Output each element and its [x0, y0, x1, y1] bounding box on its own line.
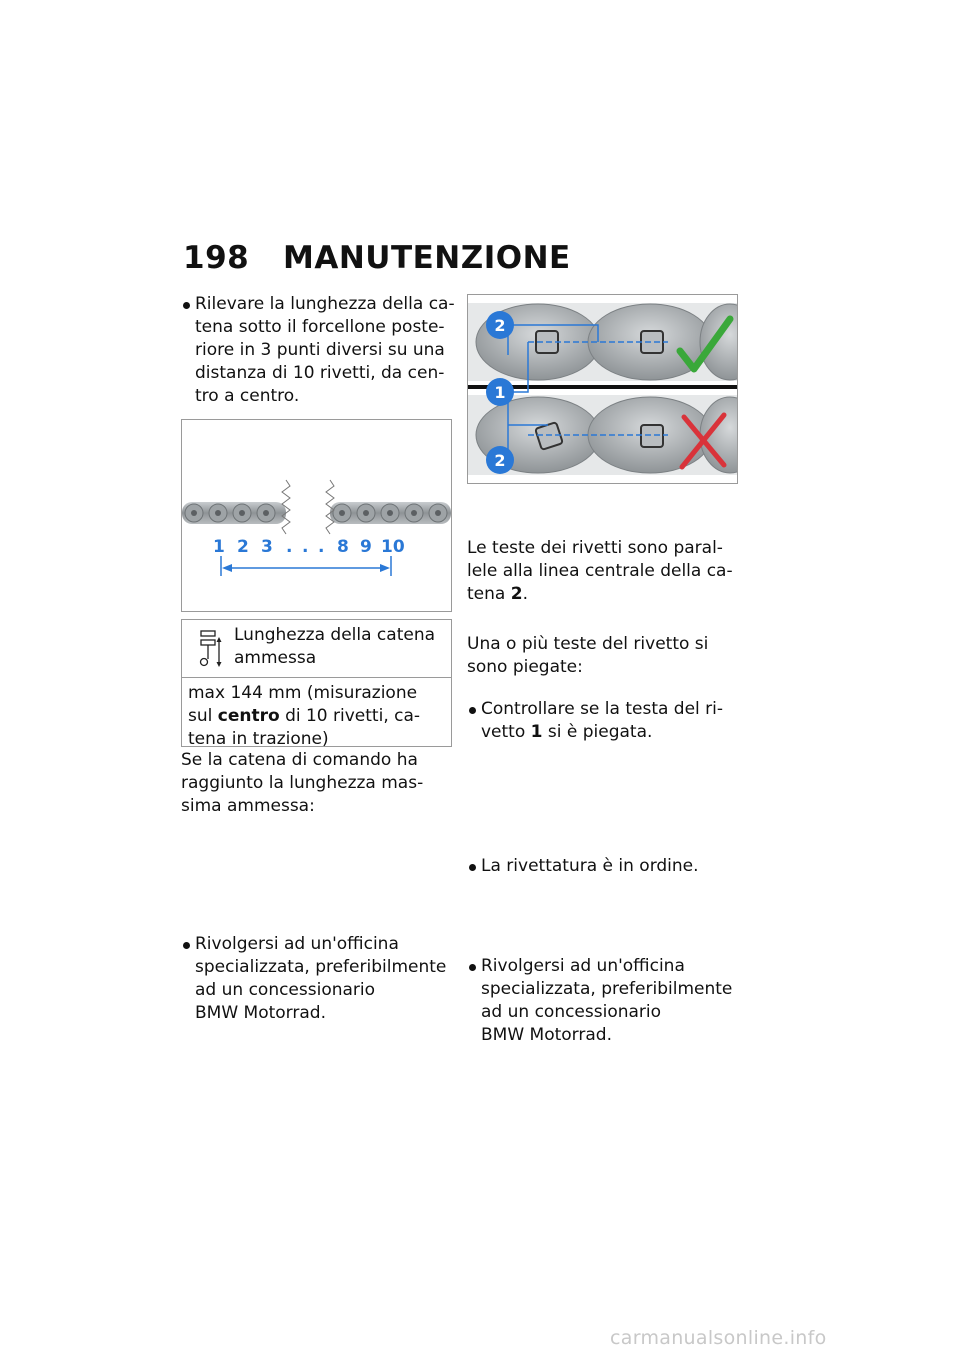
text-line: specializzata, preferibilmente [195, 957, 447, 977]
watermark-text: carmanualsonline.info [610, 1327, 827, 1349]
chain-illustration [182, 420, 451, 611]
text-line: Se la catena di comando ha [181, 750, 418, 770]
text-line: BMW Motorrad. [481, 1025, 612, 1045]
text-span: vetto [481, 722, 531, 742]
action-bullet-right [467, 955, 751, 1047]
check-bullet [467, 698, 751, 744]
chain-length-figure [181, 419, 452, 612]
text-span: sul [188, 706, 218, 726]
chain-segment-left [182, 502, 286, 524]
intro-bullet [181, 293, 465, 408]
text-line: BMW Motorrad. [195, 1003, 326, 1023]
text-line: La rivettatura è in ordine. [481, 856, 699, 876]
text-span: . [522, 584, 528, 604]
spec-table-title [234, 624, 435, 670]
ok-bullet [467, 855, 751, 878]
condition-paragraph [181, 749, 451, 818]
text-line: Una o più teste del rivetto si [467, 634, 709, 654]
text-span: si è piegata. [542, 722, 653, 742]
text-line: tro a centro. [195, 386, 300, 406]
pin-label: 8 [337, 537, 349, 557]
callout-label: 2 [494, 316, 506, 335]
rivet-illustration [468, 295, 737, 483]
chain-gauge-icon [195, 629, 223, 669]
bold-term: 1 [530, 722, 543, 742]
text-line [481, 721, 751, 744]
action-bullet-left [181, 933, 465, 1025]
bold-term: centro [217, 706, 280, 726]
pin-label: 2 [237, 537, 249, 557]
text-line: Controllare se la testa del ri- [481, 699, 724, 719]
text-line: Rilevare la lunghezza della ca- [195, 294, 455, 314]
text-line: tena sotto il forcellone poste- [195, 317, 445, 337]
text-line: ammessa [234, 648, 317, 668]
text-line: sono piegate: [467, 657, 583, 677]
text-line: raggiunto la lunghezza mas- [181, 773, 424, 793]
pin-label: 1 [213, 537, 225, 557]
text-line: distanza di 10 rivetti, da cen- [195, 363, 445, 383]
text-line: ad un concessionario [195, 980, 376, 1000]
bold-term: 2 [510, 584, 523, 604]
text-line: lele alla linea centrale della ca- [467, 561, 733, 581]
text-span: tena [467, 584, 511, 604]
section-title: MANUTENZIONE [283, 240, 571, 276]
page-heading [183, 240, 571, 280]
pin-label: . [302, 537, 309, 557]
text-line: sima ammessa: [181, 796, 315, 816]
text-line [188, 705, 445, 728]
spec-table-header [182, 620, 451, 678]
text-line: specializzata, preferibilmente [481, 979, 733, 999]
pin-label: 9 [360, 537, 372, 557]
text-line: Le teste dei rivetti sono paral- [467, 538, 723, 558]
text-line: Rivolgersi ad un'officina [195, 934, 399, 954]
callout-label: 2 [494, 451, 506, 470]
parallel-paragraph [467, 537, 737, 606]
text-line: Lunghezza della catena [234, 625, 436, 645]
pin-label: . [286, 537, 293, 557]
chain-segment-right [330, 502, 451, 524]
text-line: riore in 3 punti diversi su una [195, 340, 445, 360]
text-line: ad un concessionario [481, 1002, 662, 1022]
text-span: di 10 rivetti, ca- [279, 706, 421, 726]
bent-paragraph [467, 633, 737, 679]
spec-table [181, 619, 452, 747]
text-line: max 144 mm (misurazione [188, 683, 418, 703]
spec-table-value [182, 678, 451, 755]
text-line [467, 583, 737, 606]
text-line: Rivolgersi ad un'officina [481, 956, 685, 976]
page-number: 198 [183, 240, 250, 276]
pin-label: 10 [381, 537, 405, 557]
text-line: tena in trazione) [188, 729, 329, 749]
pin-label: 3 [261, 537, 273, 557]
pin-label: . [318, 537, 325, 557]
measurement-arrow [221, 556, 391, 576]
rivet-head-figure [467, 294, 738, 484]
callout-label: 1 [494, 383, 506, 402]
